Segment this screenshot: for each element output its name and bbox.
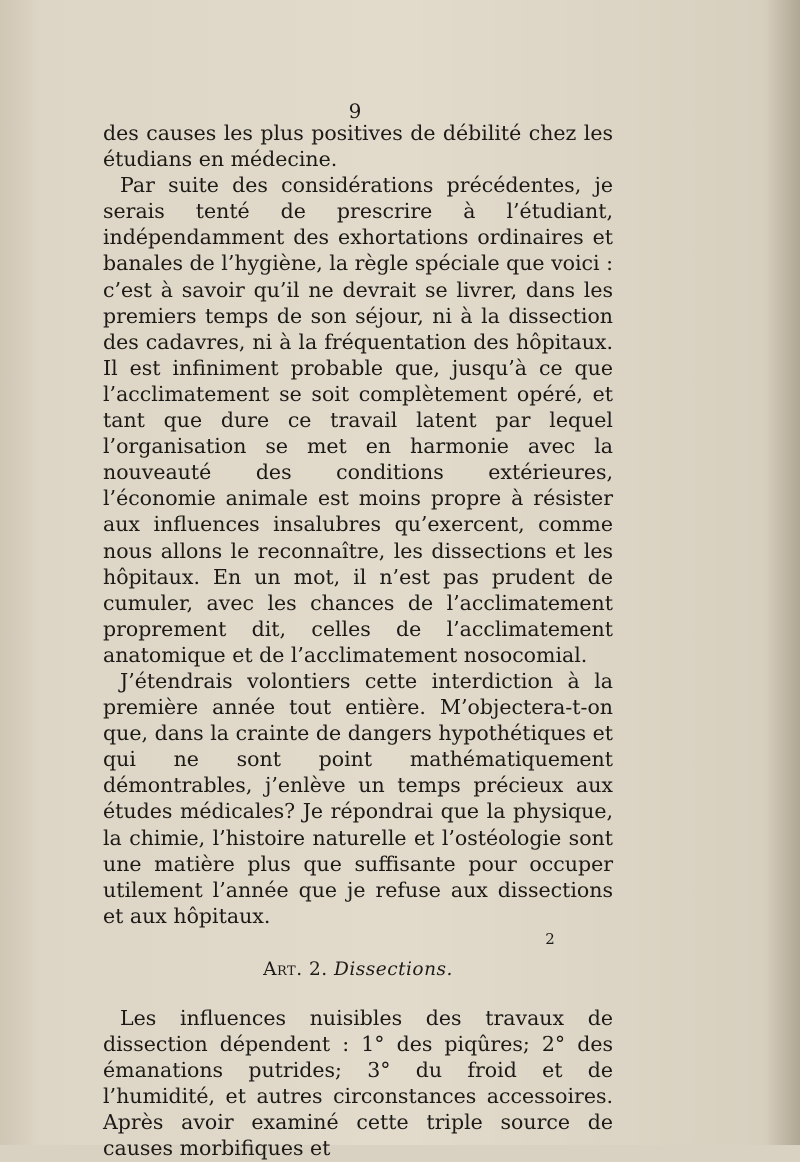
- section-number: Art. 2.: [263, 958, 328, 980]
- paragraph-dissections: Les influences nuisibles des travaux de dissection dépendent : 1° des piqûres; 2° des émanations putrides; 3° du froid et de l’humidité, et autres circonstances accessoires. Après avoir examiné cette triple source de causes morbifiques et: [103, 1006, 613, 1161]
- body-text: [103, 120, 613, 1162]
- section-title: Dissections.: [334, 958, 453, 980]
- page-number: 9: [348, 99, 362, 123]
- paragraph-acclimatement: Par suite des considérations précédentes, je serais tenté de prescrire à l’étudiant, indépendamment des exhortations ordinaires et banales de l’hygiène, la règle spéciale que voici : c’est à savoir qu’il ne devrait se livrer, dans les premiers temps de son séjour, ni à la dissection des cadavres, ni à la fréquentation des hôpitaux. Il est infiniment probable que, jusqu’à ce que l’acclimatement se soit complètement opéré, et tant que dure ce travail latent par lequel l’organisation se met en harmonie avec la nouveauté des conditions extérieures, l’économie animale est moins propre à résister aux influences insalubres qu’exercent, comme nous allons le reconnaître, les dissections et les hôpitaux. En un mot, il n’est pas prudent de cumuler, avec les chances de l’acclimatement proprement dit, celles de l’acclimatement anatomique et de l’acclimatement nosocomial.: [103, 173, 614, 667]
- paragraph-interdiction: J’étendrais volontiers cette interdiction à la première année tout entière. M’objectera-t-on que, dans la crainte de dangers hypothétiques et qui ne sont point mathématiquement démontrables, j’enlève un temps précieux aux études médicales? Je répondrai que la physique, la chimie, l’histoire naturelle et l’ostéologie sont une matière plus que suffisante pour occuper utilement l’année que je refuse aux dissections et aux hôpitaux.: [103, 668, 613, 928]
- page-edge-shadow: [766, 0, 800, 1145]
- paragraph-continuation: des causes les plus positives de débilité chez les étudians en médecine.: [103, 121, 613, 172]
- signature-mark: 2: [545, 930, 555, 948]
- section-heading: [103, 957, 613, 983]
